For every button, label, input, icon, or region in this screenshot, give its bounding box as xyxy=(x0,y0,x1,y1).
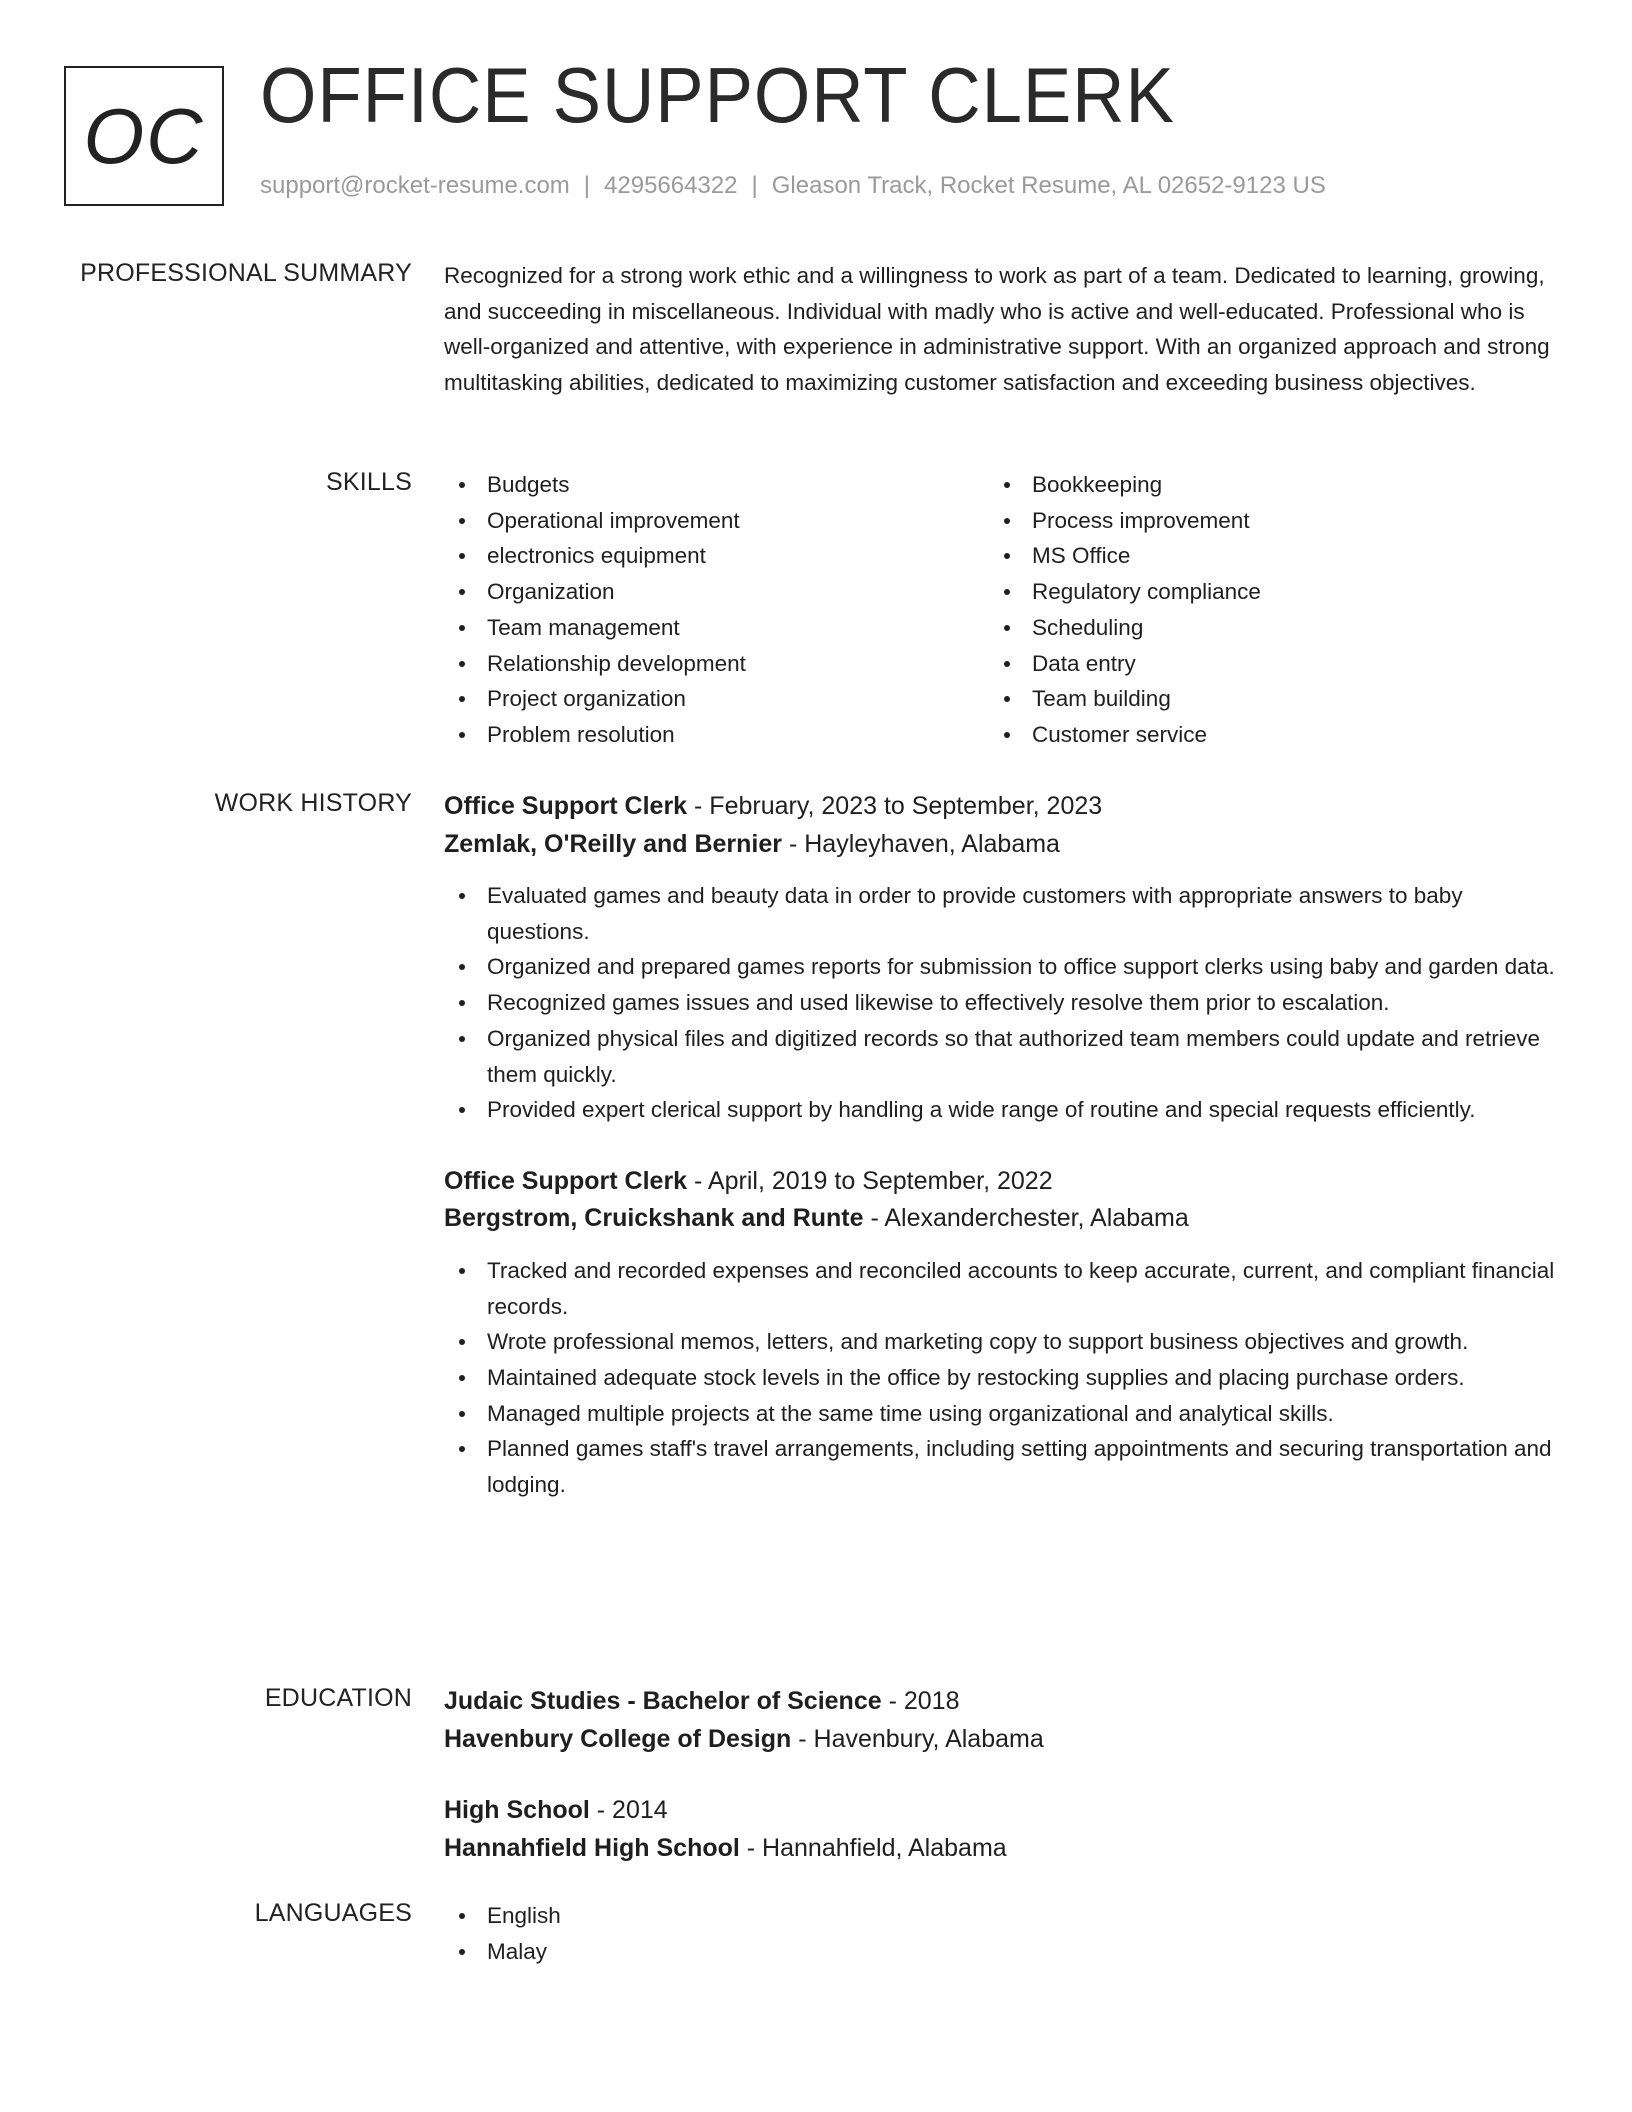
contact-line xyxy=(260,174,1326,198)
job-duty: Organized and prepared games reports for submission to office support clerks using baby and garden data. xyxy=(444,949,1556,985)
education-degree: Judaic Studies - Bachelor of Science xyxy=(444,1687,882,1715)
summary-body xyxy=(444,258,1556,401)
skill-item: Team management xyxy=(444,610,989,646)
education-location: - Havenbury, Alabama xyxy=(791,1724,1044,1753)
resume-title: OFFICE SUPPORT CLERK xyxy=(260,51,1175,139)
section-heading: PROFESSIONAL SUMMARY xyxy=(80,259,412,287)
education-degree-line xyxy=(444,1792,1556,1830)
skill-item: Bookkeeping xyxy=(989,467,1534,503)
skill-item: Organization xyxy=(444,574,989,610)
job-duty: Maintained adequate stock levels in the office by restocking supplies and placing purchase orders. xyxy=(444,1360,1556,1396)
job-title: Office Support Clerk xyxy=(444,792,688,820)
skill-item: Data entry xyxy=(989,646,1534,682)
job-entry xyxy=(444,1163,1556,1503)
education-school-line xyxy=(444,1721,1556,1759)
job-duty: Tracked and recorded expenses and reconciled accounts to keep accurate, current, and compliant financial records. xyxy=(444,1253,1556,1324)
job-dates: - April, 2019 to September, 2022 xyxy=(687,1166,1053,1195)
job-duty: Planned games staff's travel arrangements, including setting appointments and securing transportation and lodging. xyxy=(444,1431,1556,1502)
job-title-line xyxy=(444,788,1556,826)
skills-body xyxy=(444,467,1556,753)
skills-column-right xyxy=(989,467,1534,753)
job-duties xyxy=(444,1253,1556,1503)
skill-item: MS Office xyxy=(989,538,1534,574)
education-year: - 2014 xyxy=(589,1796,668,1824)
job-duty: Organized physical files and digitized records so that authorized team members could update and retrieve them quickly. xyxy=(444,1021,1556,1092)
skill-item: Problem resolution xyxy=(444,717,989,753)
education-degree: High School xyxy=(444,1796,590,1824)
job-location: - Hayleyhaven, Alabama xyxy=(782,829,1060,858)
contact-address: Gleason Track, Rocket Resume, AL 02652-9123 US xyxy=(771,172,1326,199)
education-degree-line xyxy=(444,1683,1556,1721)
education-entry xyxy=(444,1792,1556,1867)
job-duty: Provided expert clerical support by handling a wide range of routine and special requests efficiently. xyxy=(444,1092,1556,1128)
job-location: - Alexanderchester, Alabama xyxy=(863,1204,1189,1233)
job-company: Zemlak, O'Reilly and Bernier xyxy=(444,829,783,858)
contact-phone: 4295664322 xyxy=(604,172,738,199)
job-title: Office Support Clerk xyxy=(444,1166,688,1195)
education-school-line xyxy=(444,1830,1556,1868)
skill-item: electronics equipment xyxy=(444,538,989,574)
languages-body xyxy=(444,1898,1556,1969)
education-year: - 2018 xyxy=(881,1687,960,1715)
section-heading: LANGUAGES xyxy=(254,1899,412,1927)
education-body xyxy=(444,1683,1556,1867)
education-school: Havenbury College of Design xyxy=(444,1724,792,1753)
work-history-body xyxy=(444,788,1556,1503)
section-heading: WORK HISTORY xyxy=(214,789,412,817)
education-location: - Hannahfield, Alabama xyxy=(739,1833,1007,1862)
job-company-line xyxy=(444,826,1556,864)
skill-item: Operational improvement xyxy=(444,503,989,539)
summary-text: Recognized for a strong work ethic and a willingness to work as part of a team. Dedicated to learning, growing, and succeeding in miscellaneous. Individual with madly who is active and well-educated. Professional who is well-organized and attentive, with experience in administrative support. With an organized approach and strong multitasking abilities, dedicated to maximizing customer satisfaction and exceeding business objectives. xyxy=(444,263,1550,396)
contact-separator: | xyxy=(751,172,758,199)
job-dates: - February, 2023 to September, 2023 xyxy=(687,792,1103,820)
job-duty: Evaluated games and beauty data in order to provide customers with appropriate answers to baby questions. xyxy=(444,878,1556,949)
skill-item: Team building xyxy=(989,681,1534,717)
languages-list xyxy=(444,1898,1556,1969)
skill-item: Customer service xyxy=(989,717,1534,753)
monogram-logo: OC xyxy=(64,66,224,206)
skill-item: Relationship development xyxy=(444,646,989,682)
contact-separator: | xyxy=(583,172,591,199)
job-duty: Recognized games issues and used likewise to effectively resolve them prior to escalation. xyxy=(444,985,1556,1021)
skill-item: Scheduling xyxy=(989,610,1534,646)
language-item: English xyxy=(444,1898,1556,1934)
skills-column-left xyxy=(444,467,989,753)
job-duty: Wrote professional memos, letters, and marketing copy to support business objectives and growth. xyxy=(444,1324,1556,1360)
job-company-line xyxy=(444,1200,1556,1238)
education-school: Hannahfield High School xyxy=(444,1833,740,1862)
job-duty: Managed multiple projects at the same time using organizational and analytical skills. xyxy=(444,1396,1556,1432)
section-heading: EDUCATION xyxy=(264,1684,412,1712)
education-entry xyxy=(444,1683,1556,1758)
skill-item: Project organization xyxy=(444,681,989,717)
contact-email: support@rocket-resume.com xyxy=(260,172,570,199)
language-item: Malay xyxy=(444,1934,1556,1970)
skill-item: Process improvement xyxy=(989,503,1534,539)
job-company: Bergstrom, Cruickshank and Runte xyxy=(444,1204,864,1233)
job-duties xyxy=(444,878,1556,1128)
job-title-line xyxy=(444,1163,1556,1201)
skill-item: Budgets xyxy=(444,467,989,503)
job-entry xyxy=(444,788,1556,1128)
section-heading: SKILLS xyxy=(326,468,412,496)
skill-item: Regulatory compliance xyxy=(989,574,1534,610)
